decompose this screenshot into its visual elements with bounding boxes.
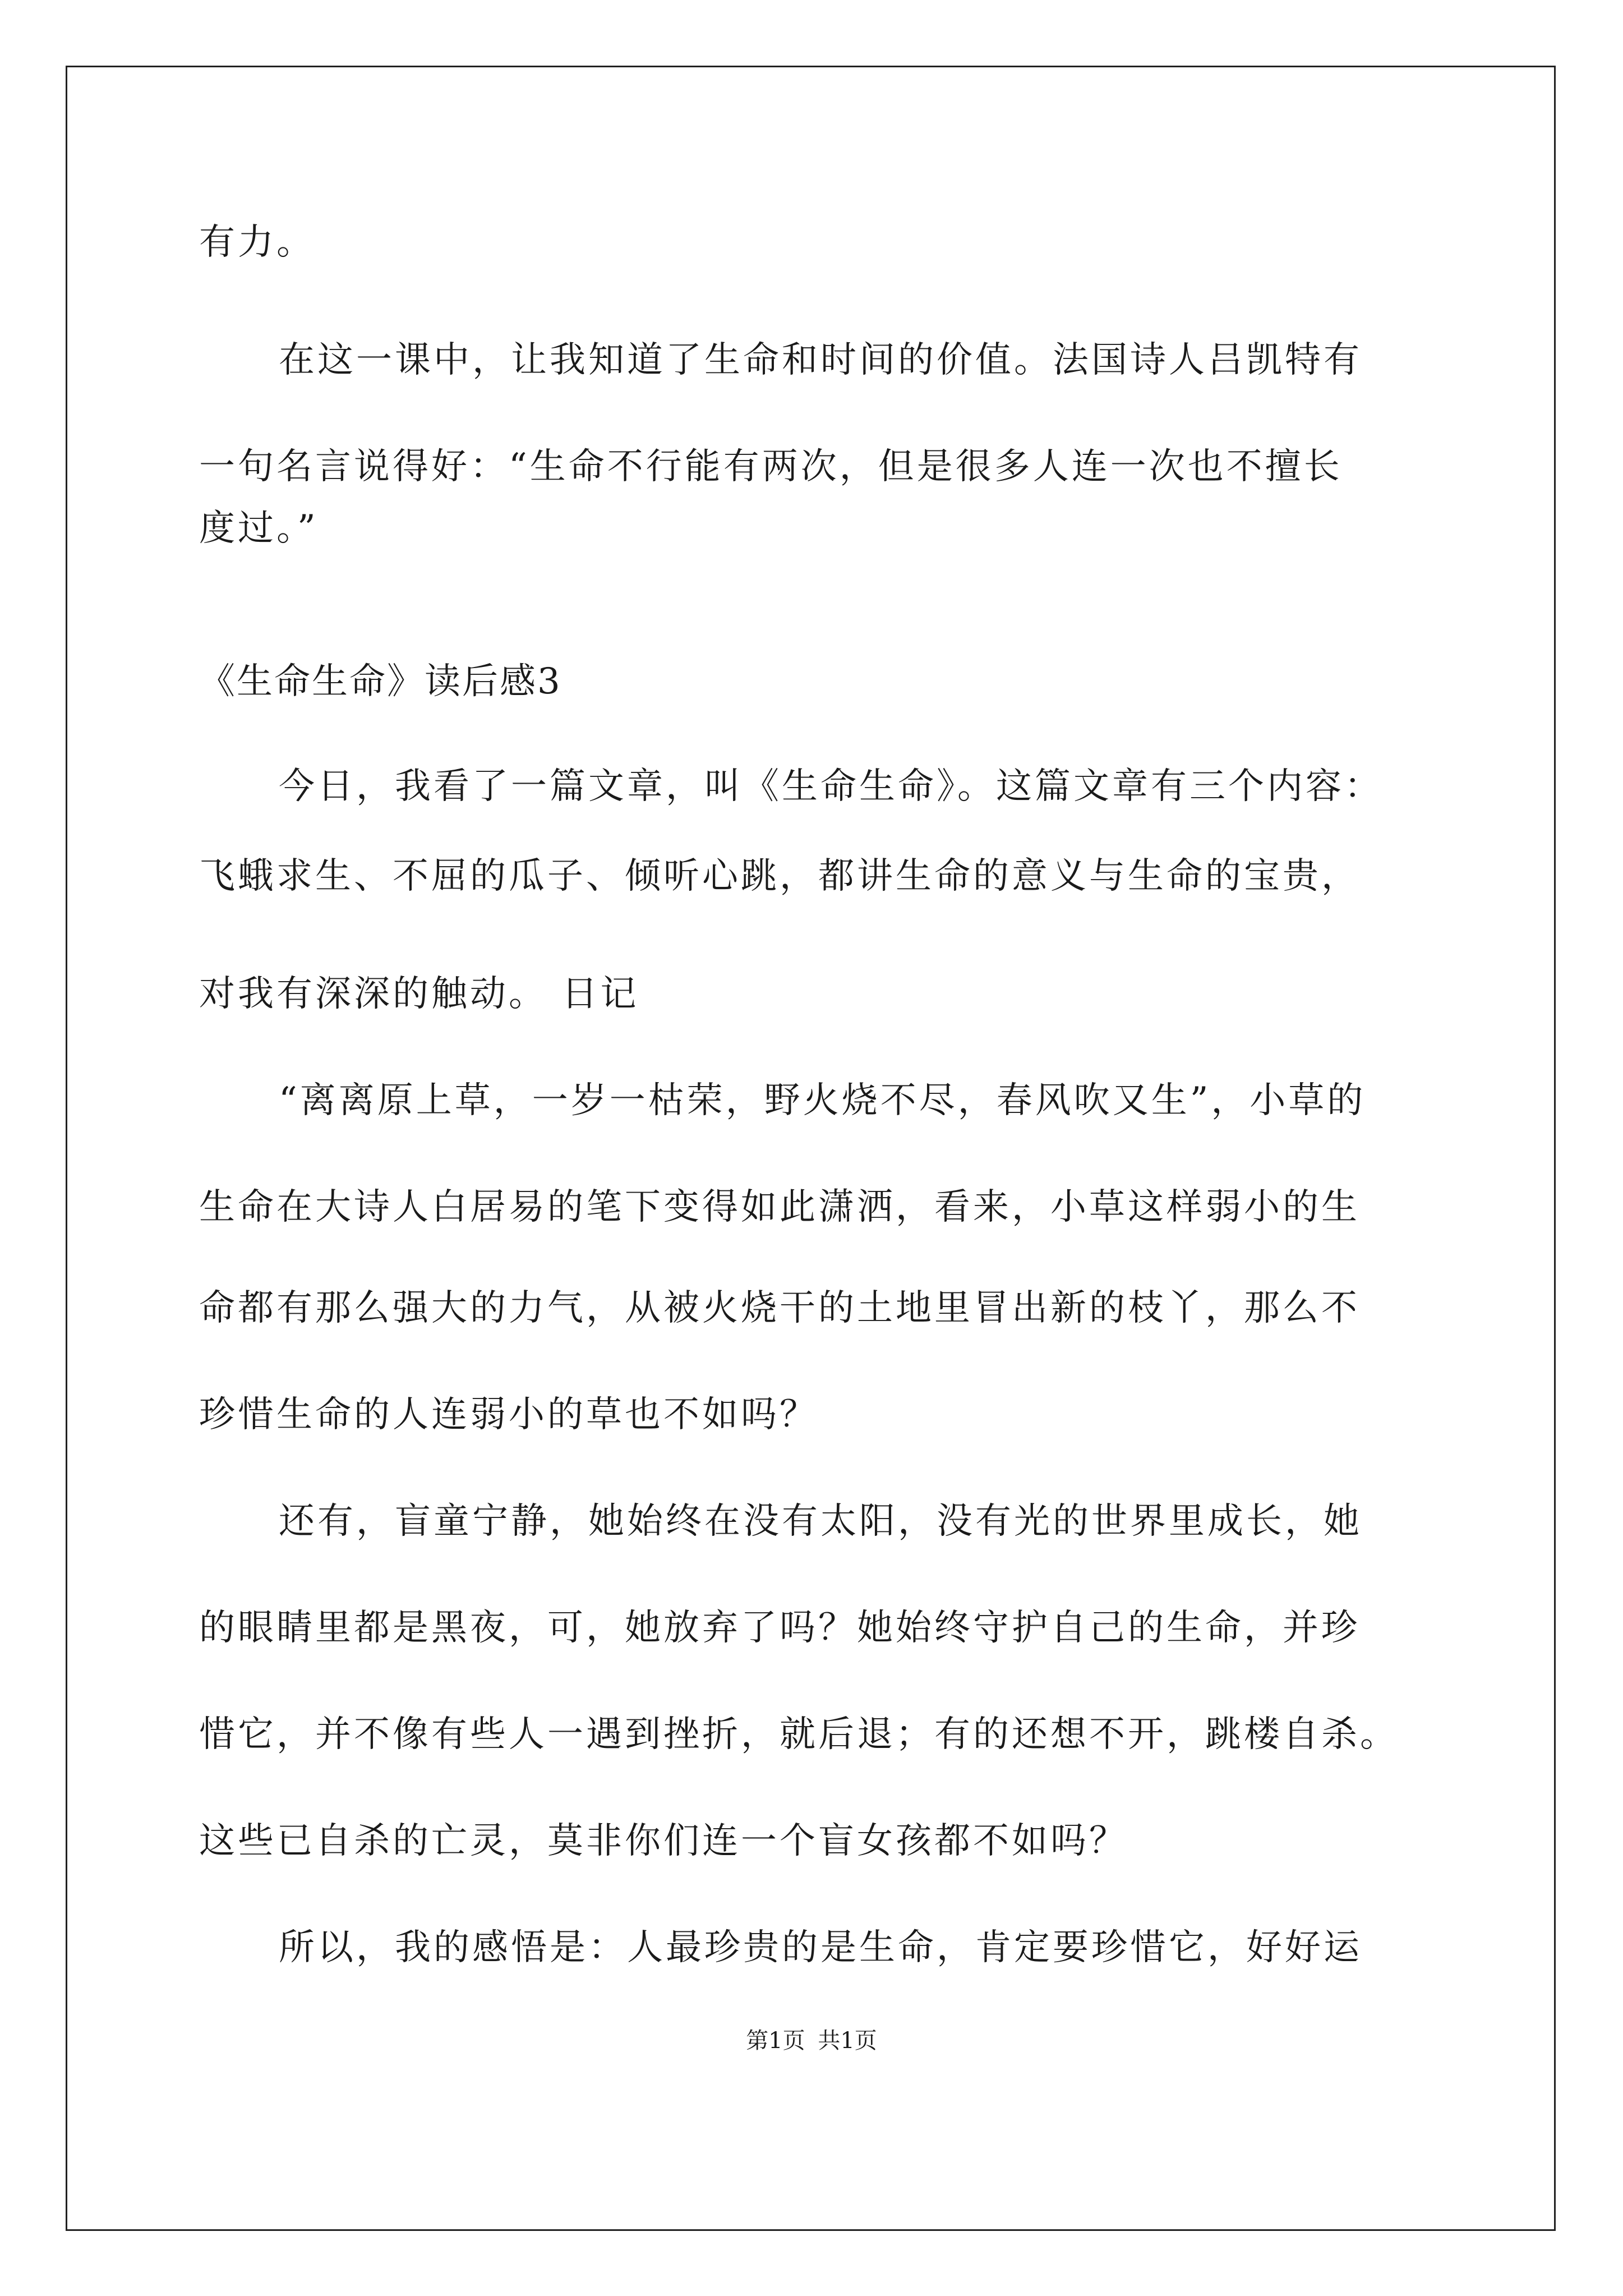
page-footer: 第1页 共1页	[746, 2028, 877, 2054]
text-line-1: 有力。	[199, 222, 315, 263]
paragraph-line-3: 一句名言说得好：“生命不行能有两次，但是很多人连一次也不擅长	[199, 446, 1343, 487]
page-border	[66, 66, 1556, 2231]
paragraph-line-14: 的眼睛里都是黑夜，可，她放弃了吗？她始终守护自己的生命，并珍	[199, 1607, 1360, 1649]
paragraph-line-6: 今日，我看了一篇文章，叫《生命生命》。这篇文章有三个内容：	[279, 766, 1383, 807]
paragraph-line-13: 还有，盲童宁静，她始终在没有太阳，没有光的世界里成长，她	[279, 1501, 1362, 1542]
paragraph-line-11: 命都有那么强大的力气，从被火烧干的土地里冒出新的枝丫，那么不	[199, 1287, 1360, 1329]
paragraph-line-15: 惜它，并不像有些人一遇到挫折，就后退；有的还想不开，跳楼自杀。	[199, 1714, 1399, 1755]
paragraph-line-16: 这些已自杀的亡灵，莫非你们连一个盲女孩都不如吗？	[199, 1820, 1128, 1862]
paragraph-line-8: 对我有深深的触动。 日记	[199, 973, 639, 1015]
paragraph-line-7: 飞蛾求生、不屈的瓜子、倾听心跳，都讲生命的意义与生命的宝贵，	[199, 855, 1360, 897]
paragraph-line-10: 生命在大诗人白居易的笔下变得如此潇洒，看来，小草这样弱小的生	[199, 1186, 1360, 1228]
paragraph-line-12: 珍惜生命的人连弱小的草也不如吗？	[199, 1394, 818, 1435]
paragraph-line-4: 度过。”	[199, 508, 319, 549]
paragraph-line-17: 所以，我的感悟是：人最珍贵的是生命，肯定要珍惜它，好好运	[279, 1927, 1362, 1968]
section-heading: 《生命生命》读后感3	[199, 661, 562, 702]
paragraph-line-9: “离离原上草，一岁一枯荣，野火烧不尽，春风吹又生”，小草的	[279, 1080, 1366, 1121]
paragraph-line-2: 在这一课中，让我知道了生命和时间的价值。法国诗人吕凯特有	[279, 339, 1362, 381]
